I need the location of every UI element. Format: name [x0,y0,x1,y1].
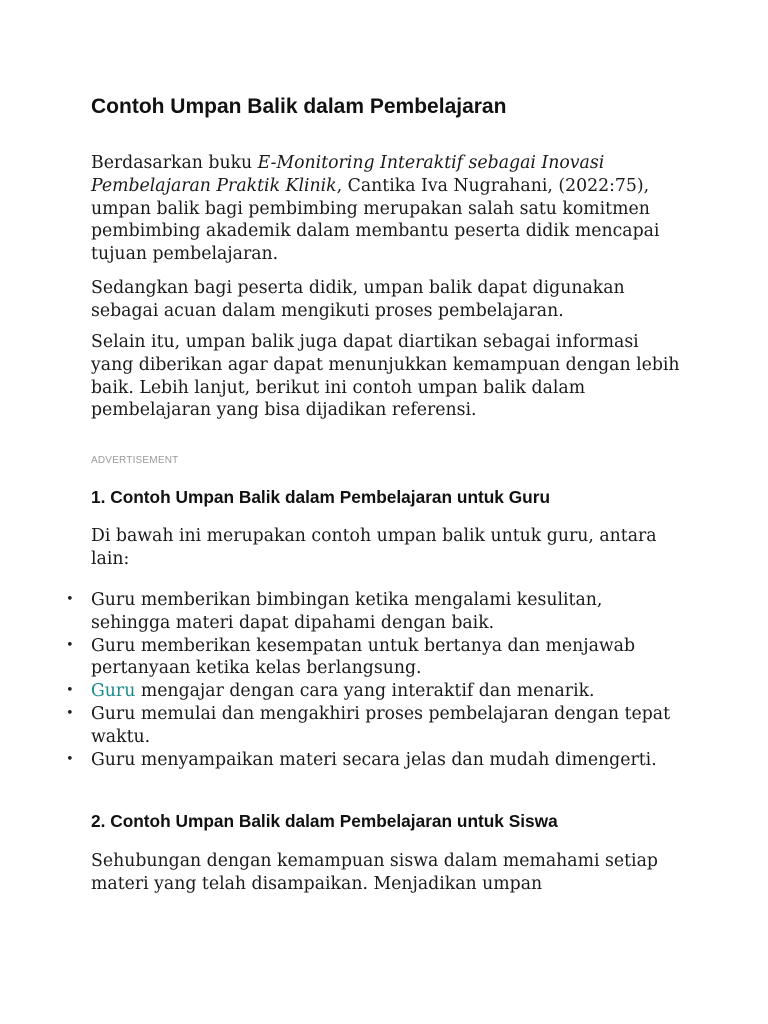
list-item [91,749,681,772]
section-2-intro: Sehubungan dengan kemampuan siswa dalam memahami setiap materi yang telah disampaikan. Menjadikan umpan [91,851,658,894]
list-item [91,680,681,703]
list-item [91,635,681,681]
teacher-feedback-list [91,589,681,771]
paragraph-3: Selain itu, umpan balik juga dapat diartikan sebagai informasi yang diberikan agar dapat menunjukkan kemampuan dengan lebih baik. Lebih lanjut, berikut ini contoh umpan balik dalam pembelajaran yang bisa dijadikan referensi. [91,332,680,421]
intro-prefix: Berdasarkan buku [91,153,258,173]
list-item-text: Guru memberikan kesempatan untuk bertanya dan menjawab pertanyaan ketika kelas berlangsung. [91,635,636,679]
intro-suffix: , Cantika Iva Nugrahani, (2022:75), umpan balik bagi pembimbing merupakan salah satu komitmen pembimbing akademik dalam membantu peserta didik mencapai tujuan pembelajaran. [91,175,660,265]
article-title: Contoh Umpan Balik dalam Pembelajaran [91,95,507,118]
advertisement-label: ADVERTISEMENT [91,455,179,466]
list-item [91,703,681,749]
list-item-text: mengajar dengan cara yang interaktif dan menarik. [135,681,595,702]
section-2-heading: 2. Contoh Umpan Balik dalam Pembelajaran untuk Siswa [91,811,558,831]
list-item-text: Guru memberikan bimbingan ketika mengalami kesulitan, sehingga materi dapat dipahami dengan baik. [91,590,603,633]
section-1-intro: Di bawah ini merupakan contoh umpan balik untuk guru, antara lain: [91,526,657,569]
list-item [91,589,681,635]
list-item-text: Guru memulai dan mengakhiri proses pembelajaran dengan tepat waktu. [91,703,671,747]
guru-link[interactable]: Guru [91,681,136,702]
book-title: E-Monitoring Interaktif sebagai Inovasi Pembelajaran Praktik Klinik [91,153,605,196]
intro-paragraph [91,152,681,266]
paragraph-2: Sedangkan bagi peserta didik, umpan balik dapat digunakan sebagai acuan dalam mengikuti proses pembelajaran. [91,278,625,321]
list-item-text: Guru menyampaikan materi secara jelas dan mudah dimengerti. [91,749,657,770]
section-1-heading: 1. Contoh Umpan Balik dalam Pembelajaran untuk Guru [91,487,550,507]
